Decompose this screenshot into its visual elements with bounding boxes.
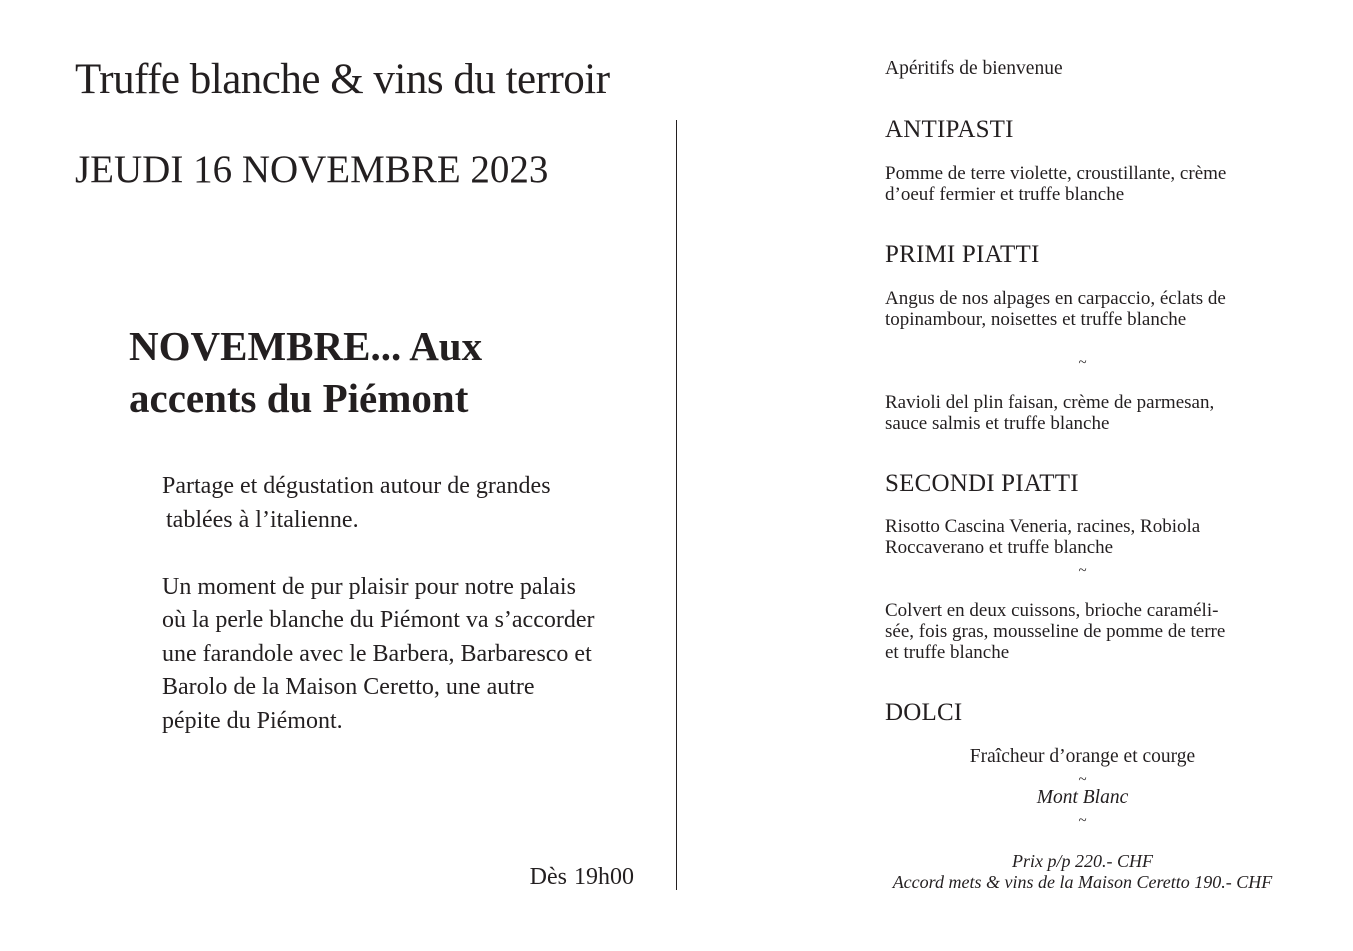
dish-line: d’oeuf fermier et truffe blanche: [885, 184, 1125, 205]
intro-line: Un moment de pur plaisir pour notre palais: [162, 573, 576, 600]
headline-line: NOVEMBRE... Aux: [129, 323, 483, 369]
dish-line: Roccaverano et truffe blanche: [885, 537, 1114, 558]
separator: ~: [1078, 813, 1087, 829]
dish-secondi-2: [885, 600, 1280, 663]
dish-line: sauce salmis et truffe blanche: [885, 413, 1110, 434]
course-heading-dolci: DOLCI: [885, 699, 963, 726]
dish-line: et truffe blanche: [885, 642, 1010, 663]
menu-column: [885, 0, 1280, 951]
event-description: [162, 470, 642, 738]
intro-line: tablées à l’italienne.: [166, 506, 359, 533]
dish-line: Risotto Cascina Veneria, racines, Robiola: [885, 516, 1201, 537]
intro-line: pépite du Piémont.: [162, 707, 343, 734]
course-heading-antipasti: ANTIPASTI: [885, 116, 1014, 143]
event-date: JEUDI 16 NOVEMBRE 2023: [75, 148, 549, 191]
wine-pairing-price: Accord mets & vins de la Maison Ceretto 190.- CHF: [892, 872, 1273, 892]
headline: [129, 320, 549, 424]
dish-line: Ravioli del plin faisan, crème de parmesan,: [885, 392, 1215, 413]
dish-dolci-2: Mont Blanc: [1036, 787, 1129, 808]
start-time: [530, 861, 634, 893]
dish-antipasti: [885, 163, 1280, 205]
event-title: Truffe blanche & vins du terroir: [75, 56, 610, 103]
separator: ~: [1078, 772, 1087, 788]
course-heading-primi: PRIMI PIATTI: [885, 241, 1040, 268]
aperitif-line: Apéritifs de bienvenue: [885, 58, 1063, 79]
dish-primi-1: [885, 288, 1280, 330]
dish-primi-2: [885, 392, 1280, 434]
dish-line: topinambour, noisettes et truffe blanche: [885, 309, 1187, 330]
start-time-value: 19h00: [574, 864, 634, 890]
course-heading-secondi: SECONDI PIATTI: [885, 470, 1079, 497]
separator: ~: [1078, 563, 1087, 579]
intro-line: où la perle blanche du Piémont va s’accorder: [162, 607, 595, 633]
intro-line: une farandole avec le Barbera, Barbaresco et: [162, 640, 592, 667]
dish-line: Angus de nos alpages en carpaccio, éclats de: [885, 288, 1226, 309]
intro-line: Partage et dégustation autour de grandes: [162, 473, 551, 499]
dish-line: sée, fois gras, mousseline de pomme de terre: [885, 621, 1226, 642]
vertical-divider: [676, 120, 677, 890]
intro-line: Barolo de la Maison Ceretto, une autre: [162, 674, 535, 700]
dish-secondi-1: [885, 516, 1280, 558]
price-per-person: Prix p/p 220.- CHF: [1012, 851, 1153, 871]
dish-line: Pomme de terre violette, croustillante, crème: [885, 163, 1227, 184]
dish-line: Colvert en deux cuissons, brioche caraméli-: [885, 600, 1219, 621]
dish-dolci-1: Fraîcheur d’orange et courge: [969, 746, 1196, 767]
separator: ~: [1078, 355, 1087, 371]
headline-line: accents du Piémont: [129, 375, 469, 421]
start-time-prefix: Dès: [529, 864, 567, 890]
